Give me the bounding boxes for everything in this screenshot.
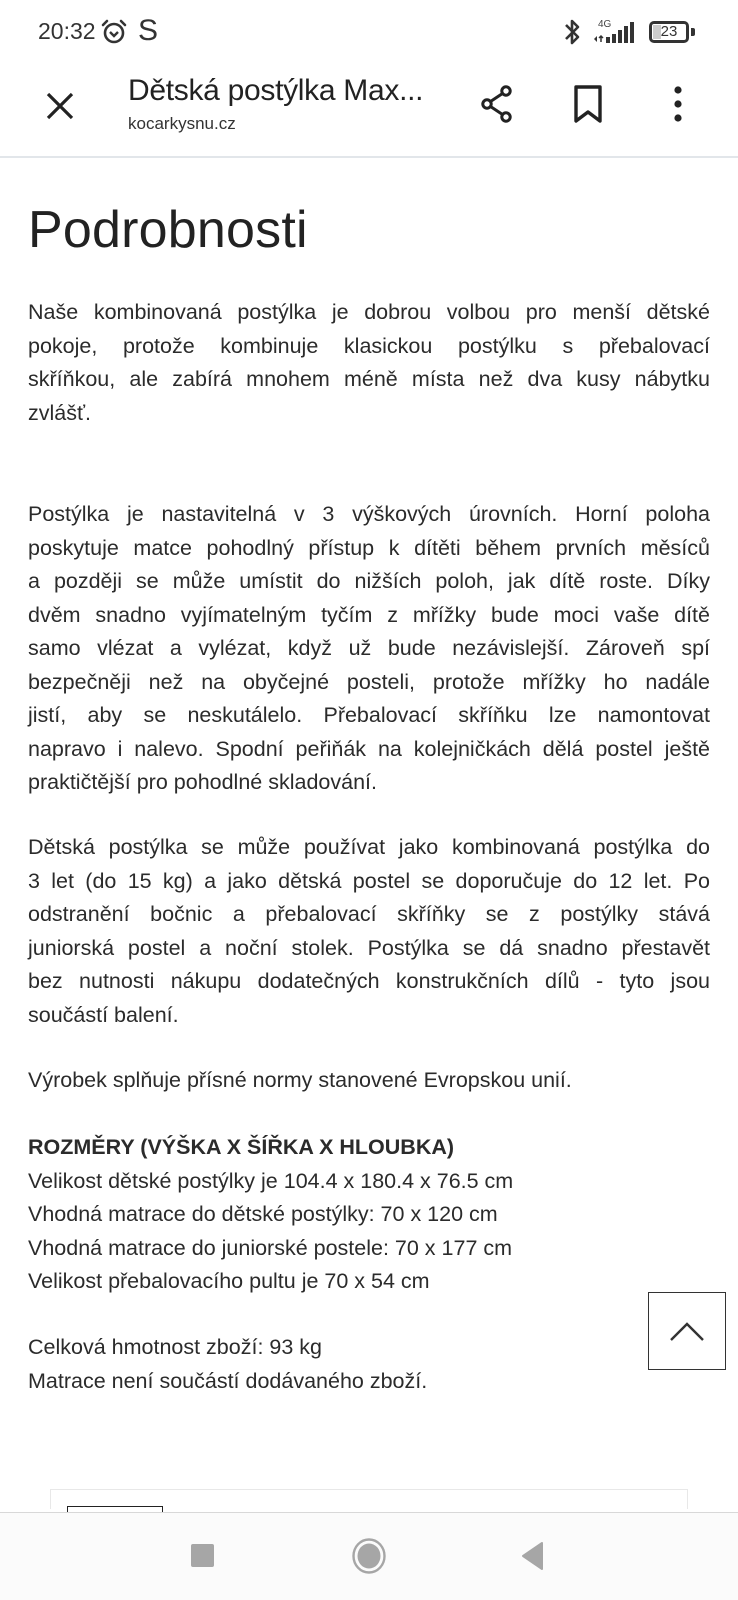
back-icon[interactable] <box>520 1541 544 1571</box>
text-line: jistí, aby se neskutálelo. Přebalovací skříňku lze namontovat <box>28 703 710 727</box>
bookmark-icon[interactable] <box>566 82 610 126</box>
status-bar <box>0 0 738 64</box>
text-line: poskytuje matce pohodlný přístup k dítěti během prvních měsíců <box>28 535 710 560</box>
dimensions-block <box>28 1131 710 1299</box>
section-heading: Podrobnosti <box>28 201 308 259</box>
s-indicator-icon: S <box>138 14 159 47</box>
status-time: 20:32 <box>38 18 96 44</box>
home-icon[interactable] <box>351 1537 387 1575</box>
weight-text: Celková hmotnost zboží: 93 kg <box>28 1335 322 1359</box>
mattress-note: Matrace není součástí dodávaného zboží. <box>28 1368 428 1393</box>
page-url[interactable]: kocarkysnu.cz <box>128 114 236 133</box>
recents-icon[interactable] <box>191 1544 214 1567</box>
paragraph-usage <box>28 831 710 1032</box>
text-line: součástí balení. <box>28 1002 179 1027</box>
text-line: juniorská postel a noční stolek. Postýlka se dá snadno přestavět <box>28 935 710 960</box>
battery-level <box>653 25 661 39</box>
dimension-item: Velikost přebalovacího pultu je 70 x 54 cm <box>28 1269 430 1293</box>
dimensions-heading: ROZMĚRY (VÝŠKA X ŠÍŘKA X HLOUBKA) <box>28 1135 455 1159</box>
paragraph-adjustable <box>28 498 710 800</box>
text-line: bezpečněji než na obyčejné posteli, protože mřížky ho nadále <box>28 669 710 694</box>
system-nav-bar <box>0 1512 738 1600</box>
signal-icon <box>593 22 641 44</box>
text-line: samo vlézat a vylézat, když už bude nezávislejší. Zároveň spí <box>28 636 710 660</box>
close-button[interactable] <box>38 84 82 128</box>
bluetooth-icon <box>563 17 583 47</box>
dimension-item: Vhodná matrace do juniorské postele: 70 x 177 cm <box>28 1235 513 1260</box>
partial-card <box>50 1489 688 1509</box>
battery-icon <box>649 21 689 43</box>
text-line: Postýlka je nastavitelná v 3 výškových úrovních. Horní poloha <box>28 502 710 526</box>
close-icon <box>45 91 75 121</box>
text-line: Dětská postýlka se může používat jako kombinovaná postýlka do <box>28 835 710 859</box>
text-line: a později se může umístit do nižších poloh, jak dítě roste. Díky <box>28 569 710 593</box>
alarm-icon <box>100 18 128 46</box>
more-vert-icon[interactable] <box>656 82 700 126</box>
battery-cap <box>691 28 695 36</box>
network-type: 4G <box>598 19 612 30</box>
page-title: Dětská postýlka Max... <box>128 74 424 107</box>
text-line: skříňkou, ale zabírá mnohem méně místa než dva kusy nábytku <box>28 367 710 391</box>
chevron-up-icon <box>669 1320 705 1342</box>
text-line: zvlášť. <box>28 400 92 425</box>
dimension-item: Vhodná matrace do dětské postýlky: 70 x 120 cm <box>28 1202 498 1226</box>
text-line: bez nutnosti nákupu dodatečných konstrukčních dílů - tyto jsou <box>28 969 710 993</box>
text-line: odstranění bočnic a přebalovací skříňky se z postýlky stává <box>28 902 710 926</box>
custom-tab-toolbar <box>0 64 738 158</box>
back-to-top-button[interactable] <box>648 1292 726 1370</box>
text-line: napravo i nalevo. Spodní peřiňák na kolejničkách dělá postel ještě <box>28 736 710 761</box>
text-line: praktičtější pro pohodlné skladování. <box>28 770 377 794</box>
text-line: 3 let (do 15 kg) a jako dětská postel se doporučuje do 12 let. Po <box>28 868 710 893</box>
paragraph-intro <box>28 296 710 430</box>
text-line: Naše kombinovaná postýlka je dobrou volbou pro menší dětské <box>28 300 710 324</box>
weight-block <box>28 1331 710 1398</box>
share-icon[interactable] <box>476 82 520 126</box>
paragraph-norms: Výrobek splňuje přísné normy stanovené Evropskou unií. <box>28 1068 572 1092</box>
text-line: dvěm snadno vyjímatelným tyčím z mřížky bude moci vaše dítě <box>28 602 710 627</box>
dimension-item: Velikost dětské postýlky je 104.4 x 180.4 x 76.5 cm <box>28 1168 514 1193</box>
text-line: pokoje, protože kombinuje klasickou postýlku s přebalovací <box>28 333 710 358</box>
battery-percent: 23 <box>660 23 678 40</box>
